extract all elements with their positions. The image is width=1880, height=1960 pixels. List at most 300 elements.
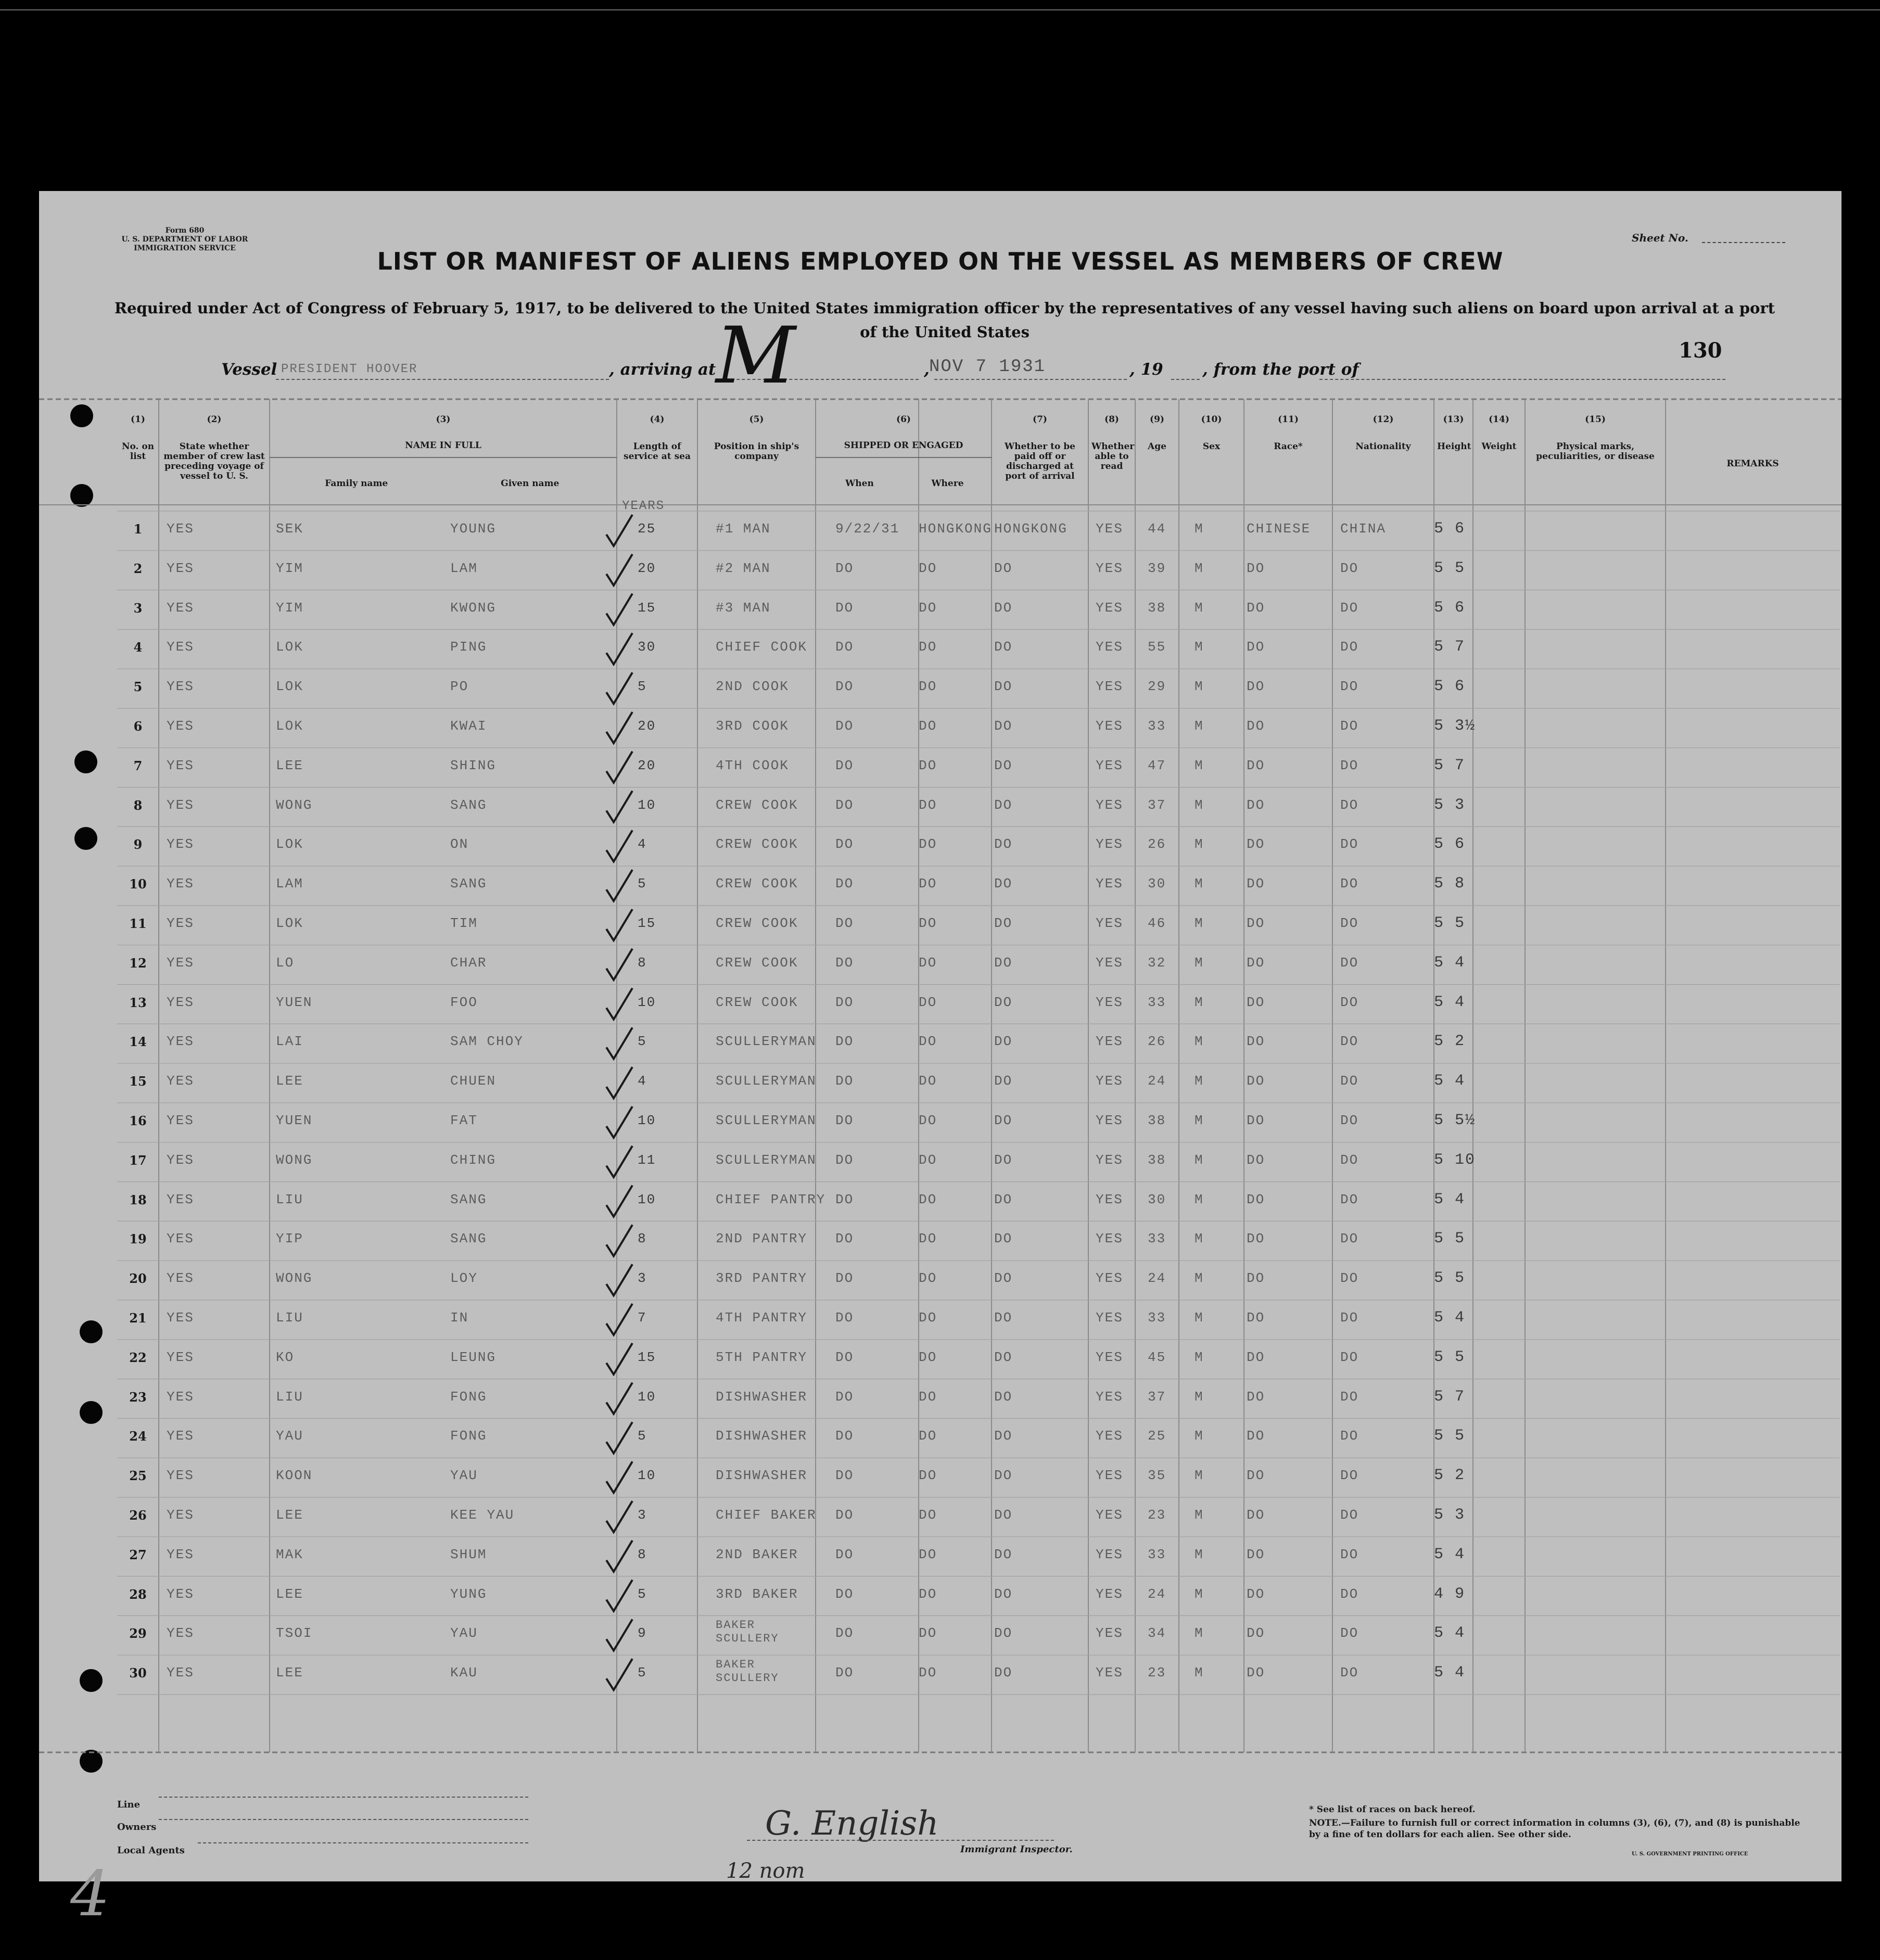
- shipped-when-cell: DO: [835, 1586, 854, 1602]
- row-number: 28: [129, 1586, 147, 1602]
- shipped-when-cell: DO: [835, 876, 854, 892]
- check-mark-icon: [606, 870, 632, 901]
- check-mark-icon: [606, 1027, 632, 1059]
- row-number: 24: [129, 1429, 147, 1444]
- position-cell: 4TH PANTRY: [716, 1310, 808, 1326]
- shipped-where-cell: DO: [919, 560, 937, 576]
- prior-voyage-cell: YES: [167, 836, 194, 852]
- shipped-where-cell: DO: [919, 1310, 937, 1326]
- sex-cell: M: [1195, 876, 1204, 892]
- shipped-when-cell: DO: [835, 560, 854, 576]
- position-cell: CHIEF COOK: [716, 639, 808, 655]
- race-cell: DO: [1247, 1152, 1265, 1168]
- prior-voyage-cell: YES: [167, 1310, 194, 1326]
- column-number: (4): [650, 414, 665, 425]
- check-mark-icon: [606, 752, 632, 783]
- position-cell: SCULLERYMAN: [716, 1034, 817, 1050]
- check-mark-icon: [606, 1186, 632, 1217]
- shipped-where-cell: DO: [919, 1428, 937, 1444]
- race-cell: DO: [1247, 1586, 1265, 1602]
- given-name-cell: LOY: [450, 1270, 478, 1287]
- row-number: 7: [133, 758, 143, 773]
- paid-off-cell: DO: [994, 600, 1013, 616]
- column-number: (14): [1489, 414, 1509, 425]
- row-number: 21: [129, 1310, 147, 1326]
- sex-cell: M: [1195, 1231, 1204, 1247]
- paid-off-cell: DO: [994, 1468, 1013, 1484]
- check-mark-icon: [606, 594, 632, 625]
- shipped-when-cell: 9/22/31: [835, 521, 900, 537]
- paid-off-cell: DO: [994, 954, 1013, 971]
- paid-off-cell: DO: [994, 915, 1013, 931]
- nationality-cell: DO: [1340, 1468, 1359, 1484]
- shipped-where-cell: DO: [919, 1507, 937, 1523]
- page-title: LIST OR MANIFEST OF ALIENS EMPLOYED ON THE VESSEL AS MEMBERS OF CREW: [377, 247, 1504, 275]
- shipped-where-cell: DO: [919, 915, 937, 931]
- position-cell: CREW COOK: [716, 876, 798, 892]
- given-name-cell: IN: [450, 1310, 469, 1326]
- inspector-signature: G. English: [765, 1804, 939, 1843]
- paid-off-cell: DO: [994, 639, 1013, 655]
- height-cell: 5 6: [1434, 835, 1466, 854]
- vessel-name: PRESIDENT HOOVER: [281, 362, 418, 376]
- height-cell: 5 5: [1434, 1427, 1466, 1445]
- race-cell: DO: [1247, 1270, 1265, 1287]
- nationality-cell: DO: [1340, 836, 1359, 852]
- age-cell: 33: [1148, 1310, 1166, 1326]
- service-years-cell: 8: [638, 954, 647, 971]
- height-cell: 5 7: [1434, 638, 1466, 656]
- column-label: Race*: [1274, 441, 1303, 452]
- service-years-cell: 3: [638, 1507, 647, 1523]
- column-number: (11): [1278, 414, 1299, 425]
- service-years-cell: 10: [638, 1468, 656, 1484]
- family-name-cell: YIP: [276, 1231, 303, 1247]
- row-number: 29: [129, 1626, 147, 1641]
- shipped-when-cell: DO: [835, 1428, 854, 1444]
- nationality-cell: DO: [1340, 1586, 1359, 1602]
- age-cell: 44: [1148, 521, 1166, 537]
- height-cell: 5 6: [1434, 599, 1466, 617]
- service-years-cell: 10: [638, 797, 656, 813]
- family-name-cell: KO: [276, 1349, 295, 1365]
- sex-cell: M: [1195, 560, 1204, 576]
- sex-cell: M: [1195, 521, 1204, 537]
- races-note: * See list of races on back hereof.: [1309, 1804, 1476, 1815]
- column-number: (2): [207, 414, 222, 425]
- height-cell: 5 5: [1434, 559, 1466, 577]
- row-number: 2: [133, 561, 143, 576]
- nationality-cell: DO: [1340, 1231, 1359, 1247]
- prior-voyage-cell: YES: [167, 797, 194, 813]
- height-cell: 5 5: [1434, 1269, 1466, 1288]
- age-cell: 26: [1148, 836, 1166, 852]
- service-years-cell: 10: [638, 1113, 656, 1128]
- family-name-cell: LEE: [276, 1586, 303, 1602]
- race-cell: DO: [1247, 954, 1265, 971]
- sex-cell: M: [1195, 1546, 1204, 1562]
- nationality-cell: DO: [1340, 1073, 1359, 1089]
- column-label: No. on list: [121, 441, 155, 462]
- shipped-where-cell: DO: [919, 1270, 937, 1287]
- able-to-read-cell: YES: [1096, 1546, 1123, 1562]
- service-years-cell: 4: [638, 836, 647, 852]
- column-label: Age: [1148, 441, 1166, 452]
- column-label: Physical marks, peculiarities, or disease: [1536, 441, 1655, 462]
- nationality-cell: DO: [1340, 1349, 1359, 1365]
- able-to-read-cell: YES: [1096, 521, 1123, 537]
- given-name-cell: SANG: [450, 1191, 487, 1207]
- row-number: 4: [133, 640, 143, 655]
- arriving-label: , arriving at: [609, 360, 716, 379]
- family-name-cell: SEK: [276, 521, 303, 537]
- height-cell: 5 7: [1434, 756, 1466, 774]
- column-sublabel: When: [845, 478, 874, 489]
- family-name-cell: LEE: [276, 757, 303, 773]
- paid-off-cell: DO: [994, 797, 1013, 813]
- paid-off-cell: DO: [994, 679, 1013, 695]
- family-name-cell: LOK: [276, 915, 303, 931]
- paid-off-cell: DO: [994, 718, 1013, 734]
- paid-off-cell: DO: [994, 1625, 1013, 1641]
- prior-voyage-cell: YES: [167, 521, 194, 537]
- age-cell: 38: [1148, 1113, 1166, 1128]
- agents-label: Local Agents: [117, 1845, 185, 1856]
- check-mark-icon: [606, 1659, 632, 1690]
- column-number: (15): [1585, 414, 1606, 425]
- position-cell: 3RD COOK: [716, 718, 789, 734]
- height-cell: 5 3: [1434, 1506, 1466, 1524]
- age-cell: 30: [1148, 876, 1166, 892]
- age-cell: 47: [1148, 757, 1166, 773]
- row-number: 18: [129, 1192, 147, 1207]
- shipped-where-cell: DO: [919, 1073, 937, 1089]
- sex-cell: M: [1195, 915, 1204, 931]
- nationality-cell: DO: [1340, 718, 1359, 734]
- height-cell: 5 4: [1434, 1309, 1466, 1327]
- able-to-read-cell: YES: [1096, 797, 1123, 813]
- given-name-cell: FONG: [450, 1389, 487, 1405]
- given-name-cell: CHING: [450, 1152, 497, 1168]
- row-number: 20: [129, 1271, 147, 1287]
- position-cell: CREW COOK: [716, 994, 798, 1010]
- given-name-cell: FONG: [450, 1428, 487, 1444]
- race-cell: DO: [1247, 1349, 1265, 1365]
- paid-off-cell: DO: [994, 994, 1013, 1010]
- shipped-where-cell: DO: [919, 600, 937, 616]
- shipped-when-cell: DO: [835, 1073, 854, 1089]
- prior-voyage-cell: YES: [167, 1073, 194, 1089]
- sex-cell: M: [1195, 1468, 1204, 1484]
- able-to-read-cell: YES: [1096, 1073, 1123, 1089]
- family-name-cell: LAM: [276, 876, 303, 892]
- position-cell: DISHWASHER: [716, 1428, 808, 1444]
- prior-voyage-cell: YES: [167, 1152, 194, 1168]
- shipped-where-cell: DO: [919, 1586, 937, 1602]
- height-cell: 5 4: [1434, 1624, 1466, 1643]
- race-cell: DO: [1247, 1546, 1265, 1562]
- prior-voyage-cell: YES: [167, 1349, 194, 1365]
- able-to-read-cell: YES: [1096, 1152, 1123, 1168]
- sex-cell: M: [1195, 1113, 1204, 1128]
- shipped-where-cell: DO: [919, 797, 937, 813]
- family-name-cell: KOON: [276, 1468, 313, 1484]
- given-name-cell: PING: [450, 639, 487, 655]
- row-number: 23: [129, 1389, 147, 1405]
- position-cell: 3RD BAKER: [716, 1586, 798, 1602]
- column-sublabel: Given name: [501, 478, 560, 489]
- row-number: 19: [129, 1231, 147, 1247]
- height-cell: 5 6: [1434, 520, 1466, 538]
- nationality-cell: DO: [1340, 1625, 1359, 1641]
- family-name-cell: LEE: [276, 1665, 303, 1681]
- nationality-cell: DO: [1340, 1113, 1359, 1128]
- check-mark-icon: [606, 1541, 632, 1572]
- position-cell: CHIEF BAKER: [716, 1507, 817, 1523]
- race-cell: DO: [1247, 1428, 1265, 1444]
- race-cell: DO: [1247, 797, 1265, 813]
- paid-off-cell: DO: [994, 1310, 1013, 1326]
- column-number: (8): [1104, 414, 1119, 425]
- height-cell: 5 5: [1434, 1348, 1466, 1366]
- height-cell: 5 4: [1434, 993, 1466, 1011]
- nationality-cell: DO: [1340, 757, 1359, 773]
- position-cell: DISHWASHER: [716, 1468, 808, 1484]
- check-mark-icon: [606, 909, 632, 940]
- race-cell: DO: [1247, 679, 1265, 695]
- shipped-where-cell: HONGKONG: [919, 521, 992, 537]
- nationality-cell: DO: [1340, 560, 1359, 576]
- service-years-cell: 10: [638, 1191, 656, 1207]
- column-number: (6): [896, 414, 911, 425]
- shipped-when-cell: DO: [835, 757, 854, 773]
- paid-off-cell: DO: [994, 876, 1013, 892]
- given-name-cell: YOUNG: [450, 521, 497, 537]
- height-cell: 5 4: [1434, 1545, 1466, 1563]
- shipped-where-cell: DO: [919, 954, 937, 971]
- form-number: Form 680: [165, 226, 205, 235]
- shipped-where-cell: DO: [919, 679, 937, 695]
- service-years-cell: 5: [638, 1586, 647, 1602]
- sex-cell: M: [1195, 639, 1204, 655]
- age-cell: 32: [1148, 954, 1166, 971]
- nationality-cell: DO: [1340, 1389, 1359, 1405]
- check-mark-icon: [606, 633, 632, 664]
- margin-mark: 4: [70, 1858, 110, 1930]
- shipped-where-cell: DO: [919, 1113, 937, 1128]
- age-cell: 24: [1148, 1586, 1166, 1602]
- able-to-read-cell: YES: [1096, 1665, 1123, 1681]
- row-number: 1: [133, 521, 143, 537]
- service-years-cell: 3: [638, 1270, 647, 1287]
- prior-voyage-cell: YES: [167, 1389, 194, 1405]
- paid-off-cell: DO: [994, 1665, 1013, 1681]
- given-name-cell: SANG: [450, 876, 487, 892]
- age-cell: 39: [1148, 560, 1166, 576]
- paid-off-cell: DO: [994, 1152, 1013, 1168]
- able-to-read-cell: YES: [1096, 1349, 1123, 1365]
- shipped-when-cell: DO: [835, 600, 854, 616]
- paid-off-cell: DO: [994, 1231, 1013, 1247]
- nationality-cell: DO: [1340, 1310, 1359, 1326]
- sex-cell: M: [1195, 836, 1204, 852]
- service-years-cell: 5: [638, 1665, 647, 1681]
- position-cell: CREW COOK: [716, 915, 798, 931]
- vessel-row: Vessel PRESIDENT HOOVER , arriving at , NOV 7 1931 , 19 , from the port of: [39, 360, 1841, 386]
- paid-off-cell: DO: [994, 1389, 1013, 1405]
- prior-voyage-cell: YES: [167, 915, 194, 931]
- paid-off-cell: DO: [994, 757, 1013, 773]
- column-sublabel: Family name: [325, 478, 388, 489]
- family-name-cell: LEE: [276, 1073, 303, 1089]
- able-to-read-cell: YES: [1096, 1389, 1123, 1405]
- shipped-when-cell: DO: [835, 1191, 854, 1207]
- nationality-cell: DO: [1340, 1270, 1359, 1287]
- prior-voyage-cell: YES: [167, 1665, 194, 1681]
- scan-edge-line: [0, 9, 1880, 10]
- family-name-cell: LOK: [276, 836, 303, 852]
- age-cell: 46: [1148, 915, 1166, 931]
- shipped-when-cell: DO: [835, 1113, 854, 1128]
- column-label: Whether to be paid off or discharged at port of arrival: [1005, 441, 1075, 481]
- sex-cell: M: [1195, 994, 1204, 1010]
- family-name-cell: LIU: [276, 1389, 303, 1405]
- age-cell: 37: [1148, 797, 1166, 813]
- shipped-where-cell: DO: [919, 876, 937, 892]
- column-number: (13): [1443, 414, 1464, 425]
- able-to-read-cell: YES: [1096, 1310, 1123, 1326]
- family-name-cell: WONG: [276, 797, 313, 813]
- service-years-cell: 9: [638, 1625, 647, 1641]
- line-label: Line: [117, 1799, 141, 1810]
- shipped-when-cell: DO: [835, 1152, 854, 1168]
- row-number: 6: [133, 719, 143, 734]
- family-name-cell: YIM: [276, 560, 303, 576]
- row-number: 16: [129, 1113, 147, 1128]
- age-cell: 33: [1148, 1546, 1166, 1562]
- sex-cell: M: [1195, 679, 1204, 695]
- paid-off-cell: DO: [994, 1034, 1013, 1050]
- shipped-where-cell: DO: [919, 1191, 937, 1207]
- service-years-cell: 25: [638, 521, 656, 537]
- prior-voyage-cell: YES: [167, 1625, 194, 1641]
- column-number: (7): [1033, 414, 1047, 425]
- height-cell: 5 2: [1434, 1467, 1466, 1485]
- shipped-where-cell: DO: [919, 1389, 937, 1405]
- column-number: (10): [1201, 414, 1222, 425]
- column-label: Nationality: [1355, 441, 1411, 452]
- date-stamp: NOV 7 1931: [929, 357, 1046, 377]
- family-name-cell: YIM: [276, 600, 303, 616]
- sex-cell: M: [1195, 1349, 1204, 1365]
- sex-cell: M: [1195, 1310, 1204, 1326]
- shipped-when-cell: DO: [835, 1310, 854, 1326]
- check-mark-icon: [606, 1383, 632, 1414]
- arriving-handwritten: M: [716, 311, 796, 401]
- age-cell: 23: [1148, 1507, 1166, 1523]
- family-name-cell: WONG: [276, 1270, 313, 1287]
- service-years-cell: 15: [638, 915, 656, 931]
- race-cell: DO: [1247, 639, 1265, 655]
- given-name-cell: LAM: [450, 560, 478, 576]
- row-number: 17: [129, 1152, 147, 1168]
- paid-off-cell: DO: [994, 1586, 1013, 1602]
- sex-cell: M: [1195, 1586, 1204, 1602]
- sex-cell: M: [1195, 757, 1204, 773]
- paid-off-cell: HONGKONG: [994, 521, 1068, 537]
- service-name: IMMIGRATION SERVICE: [134, 244, 236, 252]
- family-name-cell: LOK: [276, 639, 303, 655]
- sheet-number: 130: [1679, 338, 1722, 363]
- given-name-cell: SHING: [450, 757, 497, 773]
- given-name-cell: SAM CHOY: [450, 1034, 524, 1050]
- sex-cell: M: [1195, 954, 1204, 971]
- able-to-read-cell: YES: [1096, 639, 1123, 655]
- position-cell: DISHWASHER: [716, 1389, 808, 1405]
- paid-off-cell: DO: [994, 1507, 1013, 1523]
- position-cell: BAKER SCULLERY: [716, 1619, 779, 1646]
- race-cell: DO: [1247, 1191, 1265, 1207]
- row-number: 14: [129, 1034, 147, 1050]
- row-number: 22: [129, 1350, 147, 1365]
- row-number: 30: [129, 1665, 147, 1681]
- able-to-read-cell: YES: [1096, 1034, 1123, 1050]
- family-name-cell: YUEN: [276, 994, 313, 1010]
- shipped-where-cell: DO: [919, 757, 937, 773]
- sex-cell: M: [1195, 1665, 1204, 1681]
- able-to-read-cell: YES: [1096, 1113, 1123, 1128]
- sex-cell: M: [1195, 1389, 1204, 1405]
- sex-cell: M: [1195, 718, 1204, 734]
- age-cell: 34: [1148, 1625, 1166, 1641]
- age-cell: 38: [1148, 600, 1166, 616]
- column-label: Length of service at sea: [624, 441, 691, 462]
- column-label: Sex: [1202, 441, 1221, 452]
- service-years-cell: 7: [638, 1310, 647, 1326]
- given-name-cell: SANG: [450, 797, 487, 813]
- sex-cell: M: [1195, 1034, 1204, 1050]
- shipped-when-cell: DO: [835, 1034, 854, 1050]
- column-label: NAME IN FULL: [405, 440, 481, 451]
- shipped-when-cell: DO: [835, 1389, 854, 1405]
- able-to-read-cell: YES: [1096, 600, 1123, 616]
- row-number: 9: [133, 837, 143, 852]
- able-to-read-cell: YES: [1096, 915, 1123, 931]
- shipped-when-cell: DO: [835, 915, 854, 931]
- column-label: Height: [1437, 441, 1471, 452]
- nationality-cell: DO: [1340, 600, 1359, 616]
- height-cell: 5 3: [1434, 796, 1466, 814]
- height-cell: 5 4: [1434, 1664, 1466, 1682]
- shipped-when-cell: DO: [835, 797, 854, 813]
- check-mark-icon: [606, 515, 632, 546]
- family-name-cell: LOK: [276, 679, 303, 695]
- check-mark-icon: [606, 1264, 632, 1295]
- race-cell: CHINESE: [1247, 521, 1311, 537]
- shipped-where-cell: DO: [919, 1349, 937, 1365]
- service-years-cell: 20: [638, 757, 656, 773]
- nationality-cell: DO: [1340, 1428, 1359, 1444]
- able-to-read-cell: YES: [1096, 560, 1123, 576]
- paid-off-cell: DO: [994, 1270, 1013, 1287]
- column-number: (1): [131, 414, 145, 425]
- prior-voyage-cell: YES: [167, 718, 194, 734]
- years-note: YEARS: [622, 499, 665, 513]
- paid-off-cell: DO: [994, 1428, 1013, 1444]
- handwritten-note: 12 nom: [726, 1859, 805, 1881]
- service-years-cell: 20: [638, 560, 656, 576]
- shipped-where-cell: DO: [919, 718, 937, 734]
